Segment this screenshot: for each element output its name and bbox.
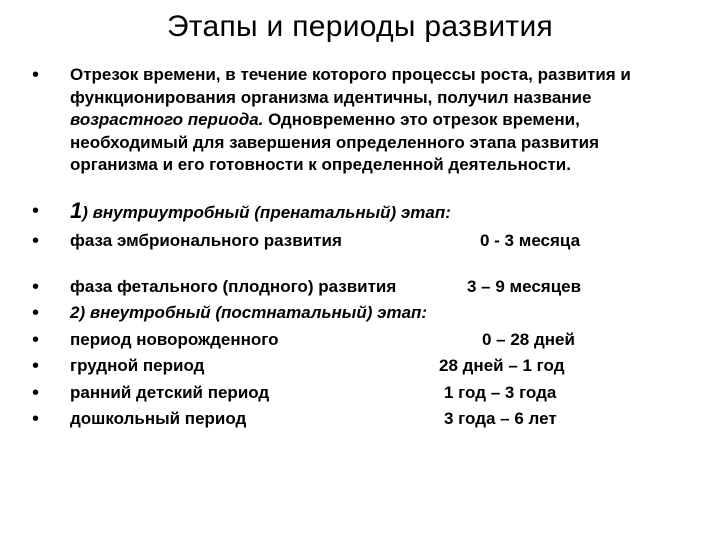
period-name: период новорожденного: [70, 330, 279, 349]
period-range: 28 дней – 1 год: [439, 356, 565, 375]
period-range: 0 – 28 дней: [482, 330, 575, 349]
slide-title: Этапы и периоды развития: [166, 10, 554, 43]
bullet: •: [32, 276, 40, 298]
bullet: •: [32, 302, 40, 324]
intro-italic-term: возрастного периода.: [70, 110, 264, 129]
period-range: 3 года – 6 лет: [444, 409, 557, 428]
intro-part1: Отрезок времени, в течение которого процессы роста, развития и функционирования организма идентичны, получил название: [70, 65, 631, 107]
intro-text: [70, 64, 680, 177]
period-name: грудной период: [70, 356, 205, 375]
phase-period: 3 – 9 месяцев: [467, 277, 582, 296]
bullet: •: [32, 355, 40, 377]
prenatal-number: 1: [70, 198, 83, 223]
postnatal-stage: 2) внеутробный (постнатальный) этап:: [70, 303, 428, 322]
intro-part2: Одновременно это отрезок времени, необходимый для завершения определенного этапа развития организма и его готовности к определенной деятельности.: [70, 110, 599, 174]
phase-name: фаза эмбрионального развития: [70, 231, 342, 250]
prenatal-stage: [70, 200, 680, 225]
bullet: •: [32, 200, 40, 222]
period-name: дошкольный период: [70, 409, 247, 428]
bullet: •: [32, 329, 40, 351]
bullet: •: [32, 230, 40, 252]
phase-period: 0 - 3 месяца: [480, 231, 581, 250]
bullet: •: [32, 64, 40, 86]
period-range: 1 год – 3 года: [444, 383, 557, 402]
bullet: •: [32, 408, 40, 430]
prenatal-label: ) внутриутробный (пренатальный) этап:: [82, 203, 451, 222]
period-name: ранний детский период: [70, 383, 270, 402]
phase-name: фаза фетального (плодного) развития: [70, 277, 397, 296]
bullet: •: [32, 382, 40, 404]
